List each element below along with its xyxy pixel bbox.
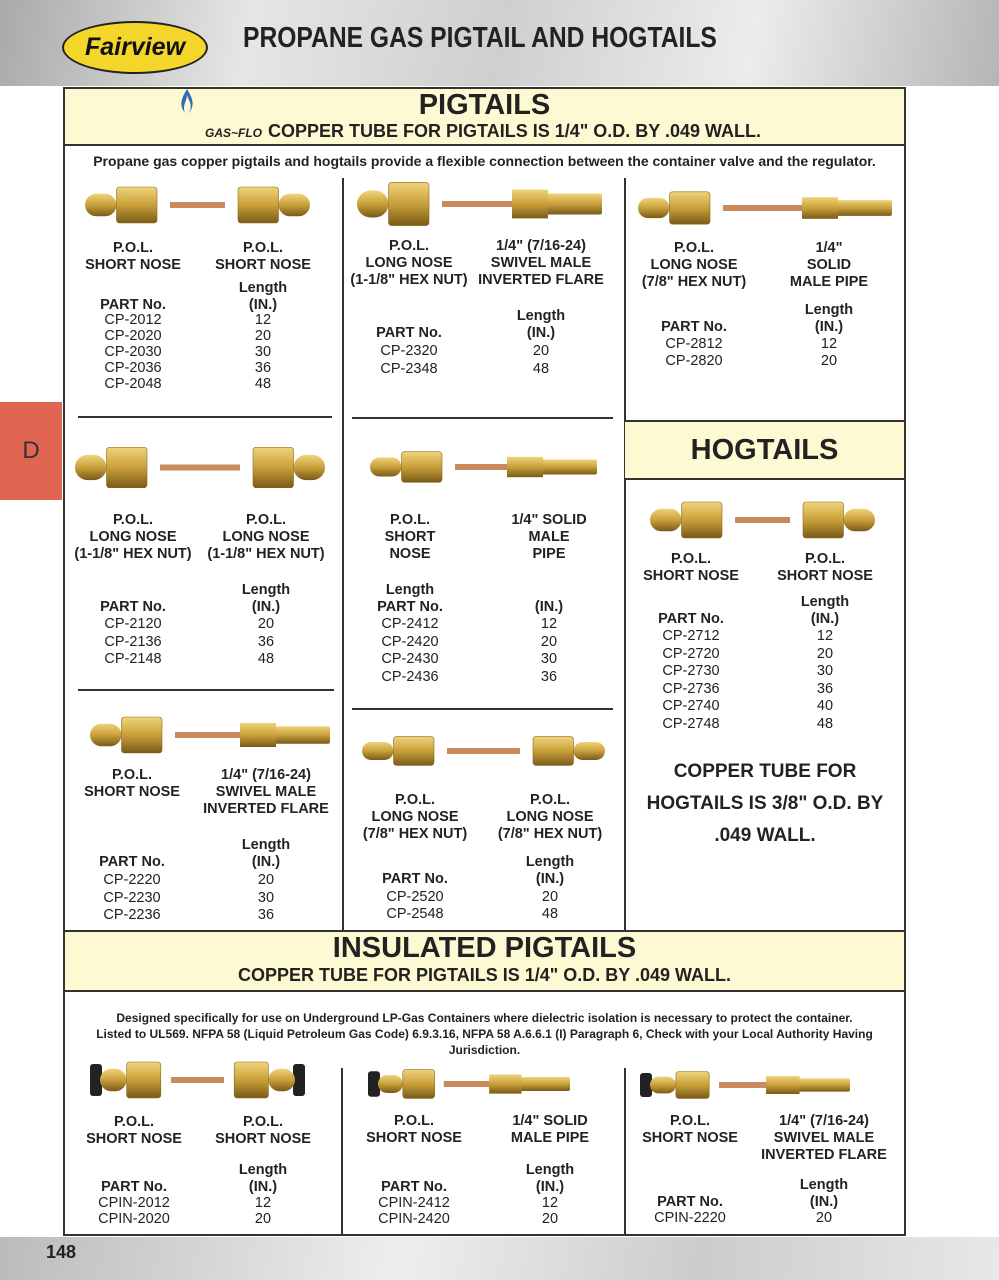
section-divider <box>78 689 334 691</box>
length-header: Length <box>525 1162 575 1178</box>
length-value: 48 <box>541 906 559 922</box>
left-end-label: SHORT NOSE <box>643 568 739 584</box>
length-header: Length <box>799 1177 849 1193</box>
length-header: Length <box>516 308 566 324</box>
part-number: CP-2712 <box>662 628 720 644</box>
part-number: CP-2220 <box>103 872 161 888</box>
right-end-label: 1/4" <box>815 240 843 256</box>
length-value: 20 <box>540 633 558 650</box>
spec-column <box>750 594 900 611</box>
hogtails-title: HOGTAILS <box>690 434 839 466</box>
length-value: 36 <box>816 680 834 697</box>
spec-column <box>749 1194 899 1211</box>
fitting-image <box>90 715 330 760</box>
length-unit-header: (IN.) <box>809 1194 839 1210</box>
length-value: 20 <box>820 353 838 369</box>
part-number: CPIN-2020 <box>98 1211 170 1227</box>
length-value: 12 <box>541 1195 559 1211</box>
length-value: 12 <box>820 336 838 352</box>
length-value: 20 <box>541 1211 559 1227</box>
spec-column <box>749 1177 899 1194</box>
length-value: 30 <box>540 651 558 667</box>
spec-column <box>335 582 485 599</box>
right-end-label: SHORT NOSE <box>777 568 873 584</box>
spec-column <box>335 599 485 616</box>
length-value: 40 <box>816 698 834 714</box>
left-end-label: LONG NOSE <box>365 255 453 271</box>
section-divider <box>352 417 613 419</box>
length-value: 36 <box>540 668 558 685</box>
spec-column <box>59 1114 209 1148</box>
left-end-label: P.O.L. <box>669 1113 711 1129</box>
spec-column <box>615 1113 765 1147</box>
left-end-label: SHORT <box>384 529 436 545</box>
spec-column <box>340 871 490 888</box>
left-end-label: (1-1/8" HEX NUT) <box>350 272 468 288</box>
right-end-label: SWIVEL MALE <box>490 255 592 271</box>
part-number: CP-2748 <box>662 715 720 732</box>
left-end-label: SHORT NOSE <box>366 1130 462 1146</box>
spec-column <box>475 854 625 871</box>
right-end-label: LONG NOSE <box>506 809 594 825</box>
right-end-label: 1/4" (7/16-24) <box>496 238 586 254</box>
part-number: CP-2120 <box>104 616 162 632</box>
length-header: Length <box>238 280 288 296</box>
part-number: CP-2136 <box>104 633 162 650</box>
part-number-header: PART No. <box>99 854 165 870</box>
pigtails-subtitle-text: COPPER TUBE FOR PIGTAILS IS 1/4" O.D. BY .049 WALL. <box>268 121 761 141</box>
right-end-label: INVERTED FLARE <box>203 801 329 817</box>
right-end-label: SHORT NOSE <box>215 257 311 273</box>
spec-column <box>475 792 625 843</box>
left-end-label: SHORT NOSE <box>84 784 180 800</box>
spec-column <box>335 512 485 563</box>
right-end-label: 1/4" (7/16-24) <box>221 767 311 783</box>
length-value: 30 <box>254 344 272 360</box>
part-number: CPIN-2012 <box>98 1195 170 1211</box>
right-end-label: P.O.L. <box>242 1114 284 1130</box>
spec-column <box>191 512 341 563</box>
length-unit-header: (IN.) <box>810 611 840 627</box>
footer-band <box>0 1237 999 1280</box>
spec-column <box>475 1179 625 1196</box>
part-number: CPIN-2412 <box>378 1195 450 1211</box>
part-number: CP-2030 <box>104 344 162 360</box>
part-number: CP-2720 <box>662 645 720 662</box>
insulated-header <box>65 930 904 992</box>
length-value: 20 <box>257 616 275 632</box>
fitting-image <box>90 1060 305 1105</box>
spec-column <box>619 240 769 291</box>
length-unit-header: (IN.) <box>251 854 281 870</box>
part-number-header: PART No. <box>661 319 727 335</box>
part-number: CP-2236 <box>103 907 161 923</box>
right-end-label: MALE PIPE <box>789 274 869 290</box>
part-number: CP-2230 <box>103 889 161 906</box>
left-end-label: P.O.L. <box>112 512 154 528</box>
part-number: CP-2036 <box>104 360 162 376</box>
left-end-label: P.O.L. <box>389 512 431 528</box>
spec-column <box>191 582 341 599</box>
length-value: 12 <box>540 616 558 632</box>
length-header: Length <box>385 582 435 598</box>
spec-column <box>750 551 900 585</box>
right-end-label: SWIVEL MALE <box>773 1130 875 1146</box>
length-unit-header: (IN.) <box>534 599 564 615</box>
gas-flo-logo: GAS~FLO <box>205 126 263 140</box>
length-unit-header: (IN.) <box>535 1179 565 1195</box>
note-line: HOGTAILS IS 3/8" O.D. BY <box>646 793 884 814</box>
length-value: 20 <box>532 343 550 359</box>
length-value: 12 <box>254 312 272 328</box>
part-number-header: PART No. <box>658 611 724 627</box>
pigtails-intro: Propane gas copper pigtails and hogtails provide a flexible connection between the container valve and the regulator. <box>93 153 876 169</box>
right-end-label: 1/4" SOLID <box>512 1113 588 1129</box>
fitting-image <box>640 1070 850 1105</box>
left-end-label: (7/8" HEX NUT) <box>641 274 747 290</box>
length-value: 36 <box>257 633 275 650</box>
spec-column <box>474 512 624 563</box>
spec-column <box>334 238 484 289</box>
length-value: 20 <box>257 872 275 888</box>
left-end-label: P.O.L. <box>111 767 153 783</box>
left-end-label: LONG NOSE <box>371 809 459 825</box>
right-end-label: PIPE <box>532 546 566 562</box>
part-number: CP-2730 <box>662 663 720 679</box>
length-value: 48 <box>532 360 550 377</box>
length-value: 20 <box>816 645 834 662</box>
spec-column <box>188 240 338 274</box>
part-number: CPIN-2420 <box>378 1211 450 1227</box>
left-end-label: P.O.L. <box>388 238 430 254</box>
length-value: 48 <box>257 651 275 667</box>
fitting-image <box>370 450 597 489</box>
part-number: CP-2348 <box>380 360 438 377</box>
part-number: CP-2548 <box>386 906 444 922</box>
length-unit-header: (IN.) <box>814 319 844 335</box>
spec-column <box>334 325 484 342</box>
right-end-label: P.O.L. <box>242 240 284 256</box>
length-unit-header: (IN.) <box>526 325 556 341</box>
fitting-image <box>650 500 875 545</box>
right-end-label: SOLID <box>806 257 852 273</box>
spec-column <box>475 1113 625 1147</box>
insulated-title: INSULATED PIGTAILS <box>332 932 637 964</box>
left-end-label: (7/8" HEX NUT) <box>362 826 468 842</box>
part-number-header: PART No. <box>101 1179 167 1195</box>
part-number-header: PART No. <box>377 599 443 615</box>
right-end-label: P.O.L. <box>529 792 571 808</box>
section-divider <box>352 708 613 710</box>
note-line: .049 WALL. <box>714 825 816 846</box>
fitting-image <box>638 190 892 231</box>
left-end-label: P.O.L. <box>112 240 154 256</box>
spec-column <box>58 512 208 563</box>
spec-column <box>191 854 341 871</box>
part-number: CP-2812 <box>665 336 723 352</box>
right-end-label: SWIVEL MALE <box>215 784 317 800</box>
right-end-label: SHORT NOSE <box>215 1131 311 1147</box>
part-number: CP-2020 <box>104 328 162 344</box>
length-header: Length <box>800 594 850 610</box>
section-tab-d[interactable]: D <box>0 402 62 500</box>
spec-column <box>750 611 900 628</box>
hogtails-note <box>627 756 903 852</box>
spec-column <box>57 854 207 871</box>
length-value: 20 <box>254 328 272 344</box>
left-end-label: (1-1/8" HEX NUT) <box>74 546 192 562</box>
note-line: Designed specifically for use on Underground LP-Gas Containers where dielectric isolation is necessary to protect the container. <box>116 1011 853 1025</box>
length-value: 48 <box>254 376 272 392</box>
spec-column <box>466 325 616 342</box>
left-end-label: P.O.L. <box>113 1114 155 1130</box>
length-value: 20 <box>254 1211 272 1227</box>
right-end-label: MALE PIPE <box>510 1130 590 1146</box>
length-unit-header: (IN.) <box>248 1179 278 1195</box>
part-number: CP-2148 <box>104 651 162 667</box>
part-number: CP-2048 <box>104 376 162 392</box>
pigtails-title: PIGTAILS <box>418 89 551 121</box>
part-number: CP-2520 <box>386 889 444 905</box>
left-end-label: SHORT NOSE <box>86 1131 182 1147</box>
length-unit-header: (IN.) <box>251 599 281 615</box>
fitting-image <box>75 445 325 495</box>
part-number-header: PART No. <box>100 297 166 313</box>
spec-column <box>340 792 490 843</box>
part-number: CP-2420 <box>381 633 439 650</box>
spec-column <box>191 599 341 616</box>
fitting-image <box>368 1068 570 1105</box>
length-value: 12 <box>816 628 834 644</box>
left-end-label: P.O.L. <box>393 1113 435 1129</box>
page-title: PROPANE GAS PIGTAIL AND HOGTAILS <box>243 22 717 54</box>
spec-column <box>191 837 341 854</box>
right-end-label: LONG NOSE <box>222 529 310 545</box>
left-end-label: P.O.L. <box>394 792 436 808</box>
right-end-label: 1/4" SOLID <box>511 512 587 528</box>
spec-column <box>475 871 625 888</box>
part-number: CP-2740 <box>662 698 720 714</box>
length-value: 36 <box>257 907 275 923</box>
length-unit-header: (IN.) <box>535 871 565 887</box>
pigtails-header <box>65 89 904 146</box>
right-end-label: (1-1/8" HEX NUT) <box>207 546 325 562</box>
length-value: 30 <box>816 663 834 679</box>
length-header: Length <box>804 302 854 318</box>
fairview-logo <box>62 21 208 74</box>
spec-column <box>754 240 904 291</box>
part-number-header: PART No. <box>376 325 442 341</box>
length-value: 12 <box>254 1195 272 1211</box>
spec-column <box>57 767 207 801</box>
length-value: 48 <box>816 715 834 732</box>
part-number-header: PART No. <box>382 871 448 887</box>
length-value: 30 <box>257 889 275 906</box>
spec-column <box>58 599 208 616</box>
right-end-label: P.O.L. <box>245 512 287 528</box>
spec-column <box>466 238 616 289</box>
part-number: CP-2412 <box>381 616 439 632</box>
part-number-header: PART No. <box>100 599 166 615</box>
spec-column <box>616 551 766 585</box>
brand-name: Fairview <box>84 33 186 61</box>
right-end-label: P.O.L. <box>804 551 846 567</box>
part-number-header: PART No. <box>657 1194 723 1210</box>
spec-column <box>754 319 904 336</box>
note-line: COPPER TUBE FOR <box>673 761 857 782</box>
length-header: Length <box>241 582 291 598</box>
insulated-subtitle: COPPER TUBE FOR PIGTAILS IS 1/4" O.D. BY .049 WALL. <box>238 965 731 985</box>
spec-column <box>188 1162 338 1179</box>
left-end-label: SHORT NOSE <box>85 257 181 273</box>
page-number: 148 <box>46 1242 77 1262</box>
length-value: 36 <box>254 360 272 376</box>
left-end-label: NOSE <box>389 546 431 562</box>
length-header: Length <box>525 854 575 870</box>
part-number: CP-2736 <box>662 680 720 697</box>
spec-column <box>754 302 904 319</box>
left-end-label: SHORT NOSE <box>642 1130 738 1146</box>
length-header: Length <box>241 837 291 853</box>
spec-column <box>474 599 624 616</box>
fitting-image <box>362 735 605 772</box>
fitting-image <box>357 180 602 233</box>
hogtails-header <box>625 420 904 480</box>
spec-column <box>339 1113 489 1147</box>
spec-column <box>58 240 208 274</box>
left-end-label: P.O.L. <box>673 240 715 256</box>
spec-column <box>188 1114 338 1148</box>
part-number: CPIN-2220 <box>654 1210 726 1226</box>
part-number: CP-2012 <box>104 312 162 328</box>
spec-column <box>466 308 616 325</box>
length-value: 20 <box>541 889 559 905</box>
right-end-label: INVERTED FLARE <box>761 1147 887 1163</box>
spec-column <box>59 1179 209 1196</box>
length-unit-header: (IN.) <box>248 297 278 313</box>
spec-column <box>615 1194 765 1211</box>
spec-column <box>339 1179 489 1196</box>
spec-column <box>749 1113 899 1164</box>
left-end-label: LONG NOSE <box>650 257 738 273</box>
length-value: 20 <box>815 1210 833 1226</box>
note-line: Listed to UL569. NFPA 58 (Liquid Petroleum Gas Code) 6.9.3.16, NFPA 58 A.6.6.1 (I) Paragraph 6, Check with your Local Authority Having Jurisdiction. <box>96 1027 873 1057</box>
spec-column <box>475 1162 625 1179</box>
section-divider <box>78 416 332 418</box>
right-end-label: 1/4" (7/16-24) <box>779 1113 869 1129</box>
spec-column <box>619 319 769 336</box>
spec-column <box>188 280 338 297</box>
spec-column <box>616 611 766 628</box>
part-number-header: PART No. <box>381 1179 447 1195</box>
right-end-label: INVERTED FLARE <box>478 272 604 288</box>
right-end-label: MALE <box>528 529 570 545</box>
pigtails-subtitle <box>205 121 761 142</box>
part-number: CP-2436 <box>381 668 439 685</box>
spec-column <box>191 767 341 818</box>
part-number: CP-2820 <box>665 353 723 369</box>
part-number: CP-2430 <box>381 651 439 667</box>
insulated-note <box>65 1010 904 1058</box>
part-number: CP-2320 <box>380 343 438 359</box>
left-end-label: LONG NOSE <box>89 529 177 545</box>
right-end-label: (7/8" HEX NUT) <box>497 826 603 842</box>
left-end-label: P.O.L. <box>670 551 712 567</box>
length-header: Length <box>238 1162 288 1178</box>
fitting-image <box>85 185 310 230</box>
spec-column <box>188 1179 338 1196</box>
